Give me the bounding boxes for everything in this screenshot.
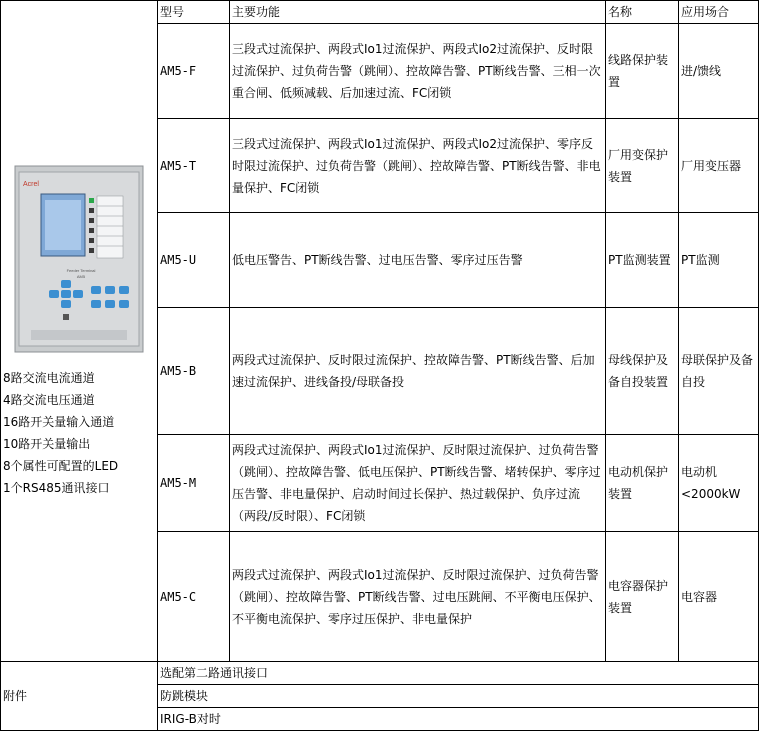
application-cell: 电动机<2000kW xyxy=(679,435,759,532)
feature-item: 1个RS485通讯接口 xyxy=(3,480,110,495)
application-cell: 电容器 xyxy=(679,532,759,662)
function-cell: 低电压警告、PT断线告警、过电压告警、零序过压告警 xyxy=(230,213,606,308)
model-cell: AM5-B xyxy=(158,308,230,435)
device-caption: Feeder Terminal xyxy=(66,267,96,273)
keypad-right xyxy=(73,290,83,298)
model-cell: AM5-F xyxy=(158,24,230,119)
function-cell: 两段式过流保护、反时限过流保护、控故障告警、PT断线告警、后加速过流保护、进线备投/母联备投 xyxy=(230,308,606,435)
model-cell: AM5-C xyxy=(158,532,230,662)
name-cell: 线路保护装置 xyxy=(606,24,679,119)
accessory-item: IRIG-B对时 xyxy=(158,708,759,731)
header-function: 主要功能 xyxy=(230,1,606,24)
function-cell: 两段式过流保护、两段式Io1过流保护、反时限过流保护、过负荷告警（跳闸）、控故障告警、低电压保护、PT断线告警、堵转保护、零序过压告警、非电量保护、启动时间过长保护、热过载保护、负序过流（两段/反时限）、FC闭锁 xyxy=(230,435,606,532)
feature-item: 4路交流电压通道 xyxy=(3,392,95,407)
product-cell xyxy=(1,1,158,662)
feature-item: 16路开关量输入通道 xyxy=(3,414,115,429)
application-cell: 进/馈线 xyxy=(679,24,759,119)
accessory-item: 选配第二路通讯接口 xyxy=(158,662,759,685)
device-model: AM5 xyxy=(76,273,86,279)
feature-item: 8个属性可配置的LED xyxy=(3,458,119,473)
function-cell: 三段式过流保护、两段式Io1过流保护、两段式Io2过流保护、零序反时限过流保护、过负荷告警（跳闸）、控故障告警、PT断线告警、非电量保护、FC闭锁 xyxy=(230,119,606,213)
name-cell: 电容器保护装置 xyxy=(606,532,679,662)
accessory-item: 防跳模块 xyxy=(158,685,759,708)
application-cell: PT监测 xyxy=(679,213,759,308)
feature-list xyxy=(3,367,155,499)
header-application: 应用场合 xyxy=(679,1,759,24)
function-cell: 三段式过流保护、两段式Io1过流保护、两段式Io2过流保护、反时限过流保护、过负荷告警（跳闸）、控故障告警、PT断线告警、三相一次重合闸、低频减载、后加速过流、FC闭锁 xyxy=(230,24,606,119)
keypad-ok xyxy=(61,290,71,298)
application-cell: 母联保护及备自投 xyxy=(679,308,759,435)
name-cell: PT监测装置 xyxy=(606,213,679,308)
keypad-up xyxy=(61,280,71,288)
header-row xyxy=(1,1,759,24)
header-name: 名称 xyxy=(606,1,679,24)
header-model: 型号 xyxy=(158,1,230,24)
application-cell: 厂用变压器 xyxy=(679,119,759,213)
accessory-row xyxy=(1,662,759,685)
keypad-left xyxy=(49,290,59,298)
model-cell: AM5-M xyxy=(158,435,230,532)
accessories-label: 附件 xyxy=(1,662,158,731)
model-cell: AM5-T xyxy=(158,119,230,213)
feature-item: 10路开关量输出 xyxy=(3,436,91,451)
keypad-down xyxy=(61,300,71,308)
device-image xyxy=(11,164,147,354)
name-cell: 电动机保护装置 xyxy=(606,435,679,532)
function-cell: 两段式过流保护、两段式Io1过流保护、反时限过流保护、过负荷告警（跳闸）、控故障告警、PT断线告警、过电压跳闸、不平衡电压保护、不平衡电流保护、零序过压保护、非电量保护 xyxy=(230,532,606,662)
feature-item: 8路交流电流通道 xyxy=(3,370,95,385)
name-cell: 厂用变保护装置 xyxy=(606,119,679,213)
name-cell: 母线保护及备自投装置 xyxy=(606,308,679,435)
model-cell: AM5-U xyxy=(158,213,230,308)
device-brand: Acrel xyxy=(23,180,39,188)
